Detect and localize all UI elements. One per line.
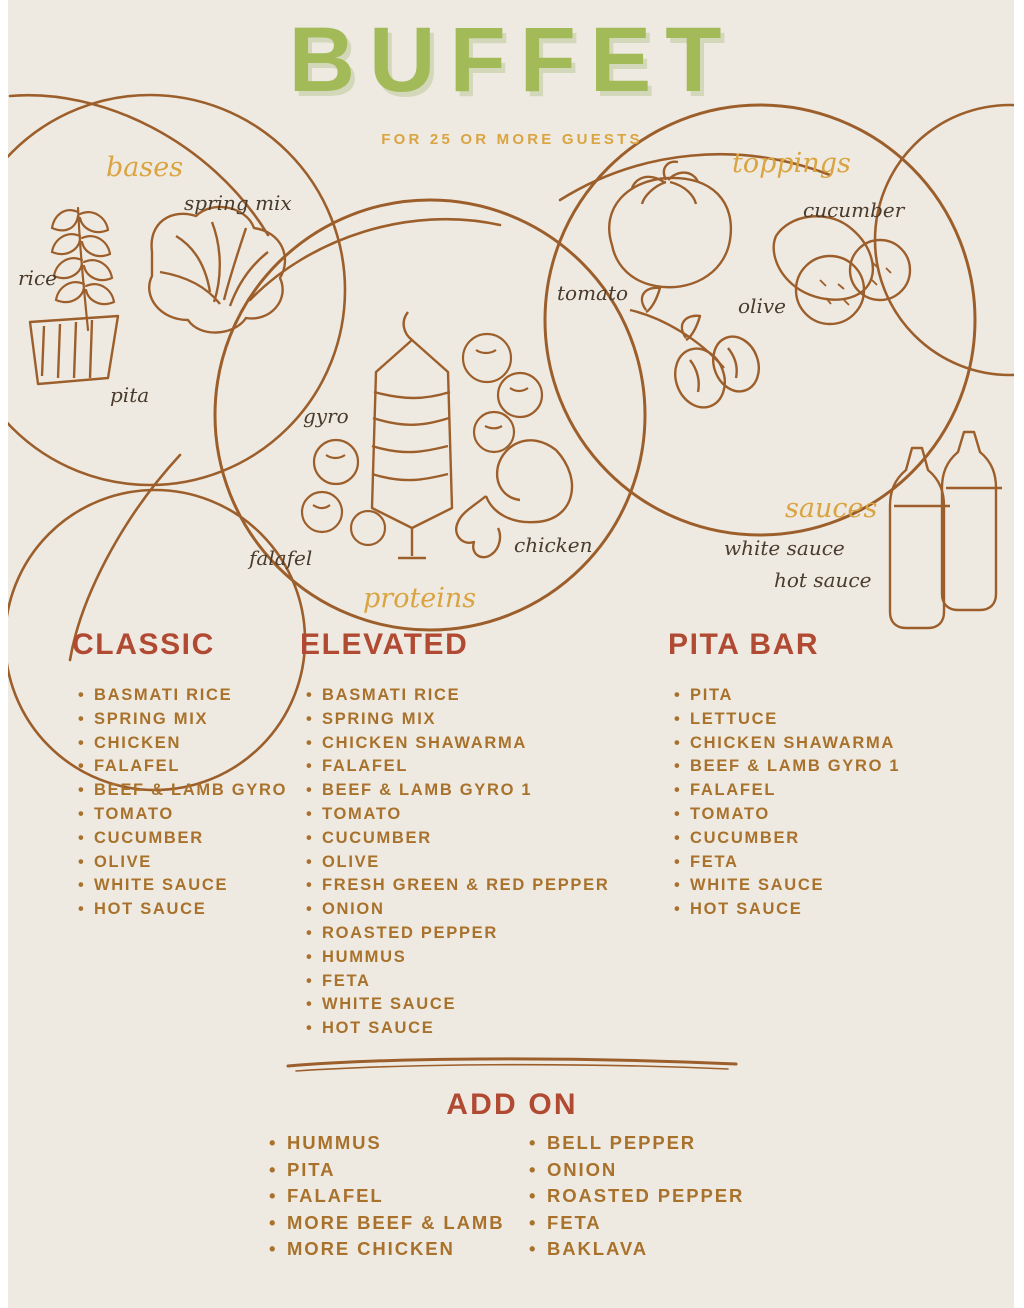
package-items-pita-bar — [668, 684, 1024, 922]
label-cucumber: cucumber — [803, 198, 905, 222]
list-item: • HOT SAUCE — [94, 898, 300, 922]
label-proteins-section: proteins — [363, 583, 477, 614]
addon-columns — [0, 1130, 1024, 1263]
addon-column-one — [97, 1130, 527, 1263]
list-item: • HUMMUS — [322, 946, 668, 970]
label-rice: rice — [18, 266, 57, 290]
package-title-elevated: ELEVATED — [300, 628, 469, 661]
package-column-pita-bar — [668, 628, 1024, 1041]
list-item: • BASMATI RICE — [94, 684, 300, 708]
list-item: • TOMATO — [94, 803, 300, 827]
list-item: • CHICKEN SHAWARMA — [690, 732, 1024, 756]
list-item: • WHITE SAUCE — [322, 993, 668, 1017]
label-toppings-section: toppings — [732, 148, 851, 179]
label-tomato: tomato — [557, 281, 629, 305]
list-item: • PITA — [287, 1157, 527, 1184]
package-column-elevated — [300, 628, 668, 1041]
list-item: • BELL PEPPER — [547, 1130, 927, 1157]
list-item: • TOMATO — [690, 803, 1024, 827]
package-columns — [0, 628, 1024, 1041]
list-item: • ROASTED PEPPER — [547, 1183, 927, 1210]
list-item: • FALAFEL — [287, 1183, 527, 1210]
list-item: • FALAFEL — [94, 755, 300, 779]
list-item: • FALAFEL — [322, 755, 668, 779]
list-item: • HUMMUS — [287, 1130, 527, 1157]
list-item: • CHICKEN — [94, 732, 300, 756]
list-item: • FRESH GREEN & RED PEPPER — [322, 874, 668, 898]
page-edge-left — [0, 0, 8, 1308]
list-item: • CUCUMBER — [690, 827, 1024, 851]
package-column-classic — [0, 628, 300, 1041]
page-subtitle: FOR 25 OR MORE GUESTS — [381, 131, 643, 148]
list-item: • FETA — [322, 970, 668, 994]
list-item: • BEEF & LAMB GYRO — [94, 779, 300, 803]
label-chicken: chicken — [514, 533, 593, 557]
label-bases-section: bases — [106, 152, 184, 183]
page-edge-right — [1014, 0, 1024, 1308]
label-white-sauce: white sauce — [724, 536, 845, 560]
list-item: • TOMATO — [322, 803, 668, 827]
page-title: BUFFET — [288, 9, 736, 111]
label-sauces-section: sauces — [785, 493, 878, 524]
list-item: • MORE BEEF & LAMB — [287, 1210, 527, 1237]
label-hot-sauce: hot sauce — [774, 568, 872, 592]
label-spring-mix: spring mix — [184, 191, 292, 215]
list-item: • CUCUMBER — [94, 827, 300, 851]
list-item: • ROASTED PEPPER — [322, 922, 668, 946]
package-items-elevated — [300, 684, 668, 1041]
package-items-classic — [72, 684, 300, 922]
list-item: • WHITE SAUCE — [690, 874, 1024, 898]
list-item: • OLIVE — [322, 851, 668, 875]
list-item: • BEEF & LAMB GYRO 1 — [322, 779, 668, 803]
label-falafel: falafel — [249, 546, 313, 570]
addon-column-two — [527, 1130, 927, 1263]
list-item: • CUCUMBER — [322, 827, 668, 851]
package-title-classic: CLASSIC — [72, 628, 215, 661]
list-item: • SPRING MIX — [322, 708, 668, 732]
list-item: • ONION — [547, 1157, 927, 1184]
list-item: • HOT SAUCE — [322, 1017, 668, 1041]
list-item: • OLIVE — [94, 851, 300, 875]
label-pita: pita — [110, 383, 150, 407]
list-item: • BASMATI RICE — [322, 684, 668, 708]
list-item: • MORE CHICKEN — [287, 1236, 527, 1263]
list-item: • LETTUCE — [690, 708, 1024, 732]
addon-title: ADD ON — [446, 1088, 578, 1121]
list-item: • BAKLAVA — [547, 1236, 927, 1263]
list-item: • BEEF & LAMB GYRO 1 — [690, 755, 1024, 779]
label-olive: olive — [738, 294, 786, 318]
list-item: • SPRING MIX — [94, 708, 300, 732]
package-title-pita-bar: PITA BAR — [668, 628, 820, 661]
list-item: • HOT SAUCE — [690, 898, 1024, 922]
list-item: • WHITE SAUCE — [94, 874, 300, 898]
list-item: • CHICKEN SHAWARMA — [322, 732, 668, 756]
list-item: • FETA — [547, 1210, 927, 1237]
list-item: • FETA — [690, 851, 1024, 875]
label-gyro: gyro — [303, 404, 349, 428]
list-item: • FALAFEL — [690, 779, 1024, 803]
list-item: • PITA — [690, 684, 1024, 708]
list-item: • ONION — [322, 898, 668, 922]
